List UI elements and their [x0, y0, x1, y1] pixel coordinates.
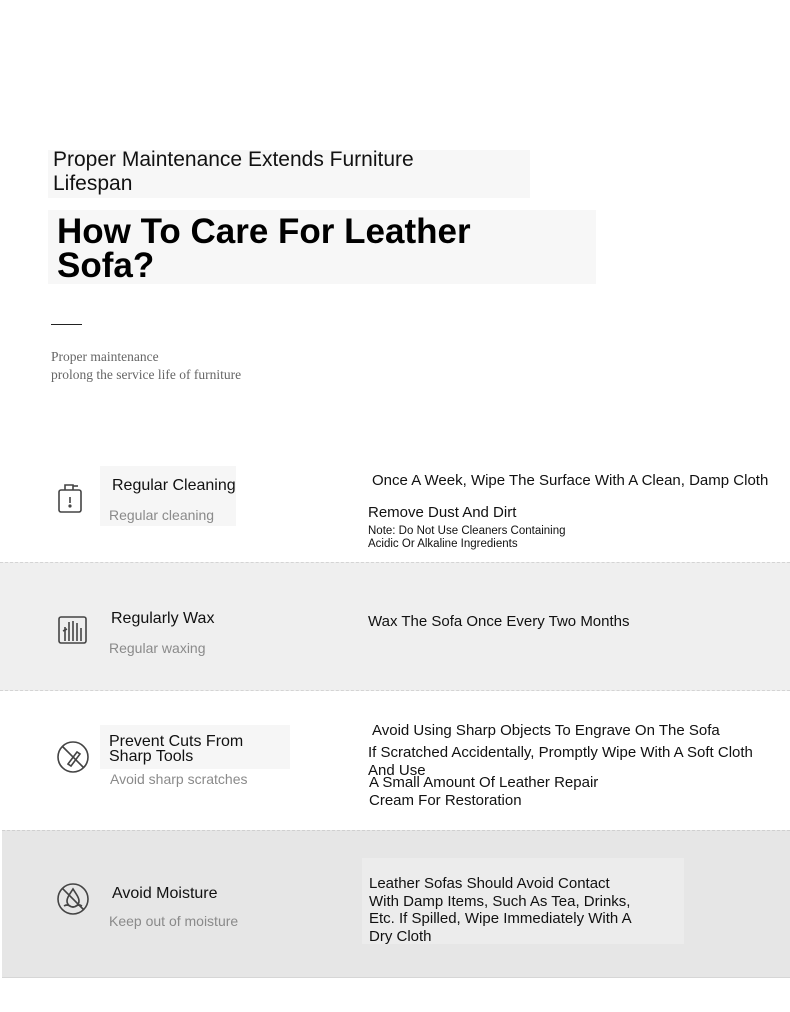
- item-title-cuts: Prevent Cuts From Sharp Tools: [109, 733, 244, 765]
- item-subtitle-cleaning: Regular cleaning: [109, 507, 215, 523]
- page-subtitle: Proper Maintenance Extends Furniture Lifespan: [53, 148, 414, 195]
- intro-line-1: Proper maintenance: [51, 349, 159, 364]
- intro-text: [51, 348, 351, 384]
- item-title-moisture: Avoid Moisture: [112, 885, 218, 902]
- item-subtitle-cuts: Avoid sharp scratches: [110, 771, 248, 787]
- item-subtitle-moisture: Keep out of moisture: [109, 913, 239, 929]
- item-desc-cleaning-2: Remove Dust And Dirt: [368, 504, 517, 521]
- item-desc-cuts-2: If Scratched Accidentally, Promptly Wipe With A Soft Cloth And Use: [368, 744, 753, 779]
- intro-line-2: prolong the service life of furniture: [51, 367, 242, 382]
- item-title-cleaning: Regular Cleaning: [112, 477, 236, 494]
- item-desc-wax-1: Wax The Sofa Once Every Two Months: [368, 613, 630, 630]
- hand-wipe-icon: [56, 613, 90, 647]
- no-moisture-icon: [56, 882, 90, 916]
- item-subtitle-wax: Regular waxing: [109, 640, 206, 656]
- item-desc-cleaning-1: Once A Week, Wipe The Surface With A Clean, Damp Cloth: [372, 472, 769, 489]
- no-sharp-tools-icon: [56, 740, 90, 774]
- divider: [51, 324, 82, 325]
- item-desc-cuts-3: A Small Amount Of Leather Repair Cream For Restoration: [369, 774, 599, 809]
- spray-bottle-icon: [53, 480, 87, 514]
- page-title: How To Care For Leather Sofa?: [57, 212, 471, 285]
- item-desc-moisture-1: Leather Sofas Should Avoid Contact With Damp Items, Such As Tea, Drinks, Etc. If Spilled, Wipe Immediately With A Dry Cloth: [369, 875, 631, 945]
- item-note-cleaning: Note: Do Not Use Cleaners Containing Acidic Or Alkaline Ingredients: [368, 525, 566, 550]
- item-desc-cuts-1: Avoid Using Sharp Objects To Engrave On The Sofa: [372, 722, 720, 739]
- item-title-wax: Regularly Wax: [111, 610, 215, 627]
